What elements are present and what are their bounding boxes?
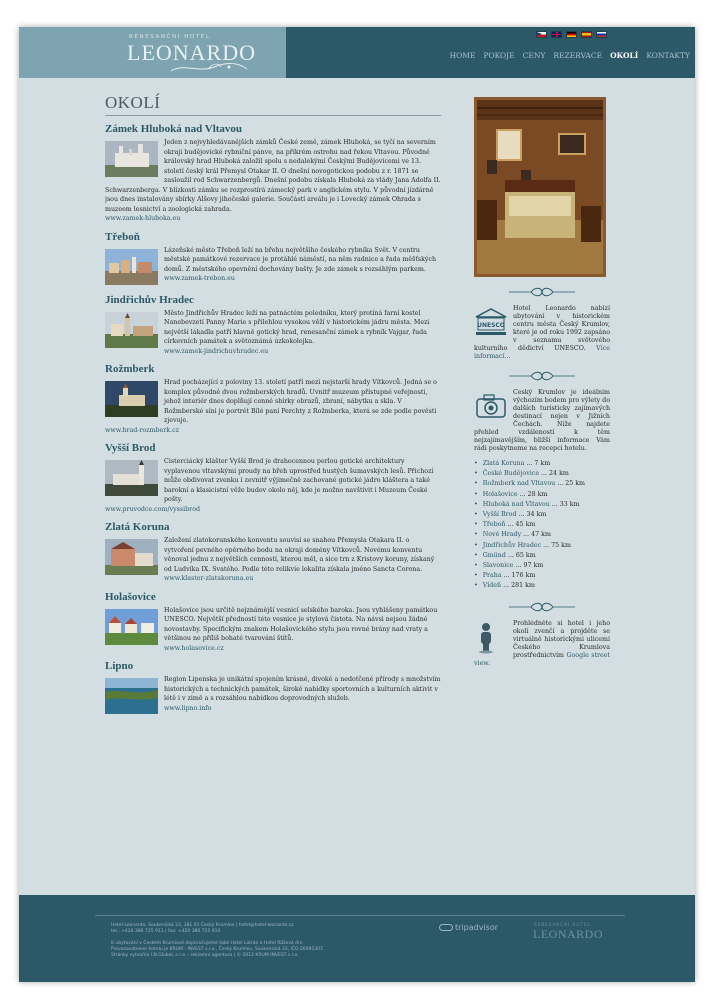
- section-title: Holašovice: [105, 590, 156, 603]
- distance-link[interactable]: Jindřichův Hradec: [482, 541, 542, 549]
- section-text: Region Lipenska je unikátní spojením krásné, divoké a nedotčené přírody s množstvím historických a technických památek, široké nabídky sportovních a kulturních aktivit v létě i v zimě a s rozsáhlou nabídkou doprovodných služeb.: [164, 676, 441, 702]
- camera-icon: [474, 391, 508, 423]
- castle-hill-photo: [105, 381, 158, 417]
- svg-text:UNESCO: UNESCO: [477, 322, 505, 329]
- hotel-room-photo: [474, 97, 606, 277]
- distance-list: [474, 459, 610, 592]
- lake-photo: [105, 678, 158, 714]
- list-item: [474, 520, 610, 530]
- main-content: [105, 93, 441, 723]
- distance-value: ... 33 km: [549, 500, 580, 508]
- unesco-icon: [474, 307, 508, 339]
- nav-home[interactable]: HOME: [449, 51, 476, 60]
- footer: [19, 895, 695, 982]
- distance-value: ... 75 km: [541, 541, 571, 549]
- distance-value: ... 34 km: [516, 511, 547, 519]
- section-jindrichuv-hradec: [105, 294, 441, 357]
- list-item: [474, 459, 610, 469]
- list-item: [474, 541, 610, 551]
- distance-value: ... 97 km: [513, 562, 544, 570]
- street-view-block: [474, 620, 610, 668]
- footer-logo-subtitle: RENESANČNÍ HOTEL: [534, 922, 591, 927]
- unesco-description: Hotel Leonardo nabízí ubytování v historickém centru města Český Krumlov, které je od roku 1992 zapsáno v seznamu světového kulturního dědictví UNESCO.: [474, 305, 610, 352]
- ornament-divider-icon: [507, 371, 577, 381]
- town-view-photo: [105, 312, 158, 348]
- german-flag[interactable]: [566, 31, 577, 38]
- distance-link[interactable]: Hluboká nad Vltavou: [482, 500, 550, 508]
- section-trebon: [105, 231, 441, 287]
- tripadvisor-link[interactable]: [439, 923, 498, 932]
- spanish-flag[interactable]: [581, 31, 592, 38]
- section-text: Založení zlatokorunského konventu souvisí se snahou Přemysla Otakara II. o vytvoření pevného opěrného bodu na okraji domény Vítkovců. Novému konventu věnoval jednu z největších cenností, kterou měl, a sice trn z Kristovy koruny, získaný od Ludvíka IX. Svatého. Podle této relikvie lokalita získala jméno Sancta Corona.: [164, 537, 435, 573]
- section-text: Lázeňské město Třeboň leží na břehu největšího českého rybníka Svět. V centru městské památkové rezervace je protáhlé náměstí, na něm radnice a řada měšťských domů. Z městského opevnění dochovány bašty. Je zde zámek s rozsáhlým parkem.: [164, 246, 437, 273]
- distance-value: ... 24 km: [539, 470, 569, 478]
- tripadvisor-label: tripadvisor: [455, 923, 499, 932]
- russian-flag[interactable]: [596, 31, 607, 38]
- nav-prices[interactable]: CENY: [522, 51, 546, 60]
- distance-value: ... 65 km: [505, 551, 536, 559]
- distance-link[interactable]: Nové Hrady: [482, 531, 522, 539]
- logo-title: LEONARDO: [127, 40, 256, 65]
- nav-surroundings[interactable]: OKOLÍ: [610, 51, 639, 60]
- distance-value: ... 176 km: [501, 572, 536, 580]
- distance-value: ... 47 km: [521, 531, 551, 539]
- logo[interactable]: [19, 27, 286, 78]
- hotel-room-image: [477, 100, 603, 274]
- footer-address: Hotel Leonardo, Soukenická 33, 381 01 Český Krumlov | hotel@hotel-leonardo.cz: [111, 923, 294, 928]
- ornament-divider-icon: [507, 602, 577, 612]
- distance-value: ... 25 km: [555, 480, 586, 488]
- english-flag[interactable]: [551, 31, 562, 38]
- trips-block: [474, 389, 610, 453]
- distance-value: ... 281 km: [501, 582, 535, 590]
- distance-link[interactable]: Rožmberk nad Vltavou: [482, 480, 556, 488]
- section-zlata-koruna: [105, 521, 441, 584]
- section-lipno: [105, 660, 441, 716]
- sidebar: [474, 97, 610, 668]
- street-view-description: Prohlédněte si hotel i jeho okolí zvenčí a projděte se virtuálně historickými ulicemi Českého Krumlova prostřednictvím: [513, 619, 610, 659]
- section-title: Třeboň: [105, 230, 140, 243]
- list-item: [474, 551, 610, 561]
- tripadvisor-owl-icon: [439, 924, 453, 931]
- list-item: [474, 479, 610, 489]
- logo-swirl-icon: [169, 61, 249, 75]
- section-holasovice: [105, 591, 441, 654]
- trips-text: Český Krumlov je ideálním výchozím bodem pro výlety do dalších turisticky zajímavých destinací nejen v Jižních Čechách. Níže najdete přehled vzdáleností k těm nejzajímavějším, bližší informace Vám rádi poskytneme na recepci hotelu.: [474, 389, 610, 452]
- distance-link[interactable]: Zlatá Koruna: [482, 460, 525, 467]
- list-item: [474, 500, 610, 510]
- distance-link[interactable]: Třeboň: [482, 521, 506, 529]
- unesco-more-link[interactable]: Více informací...: [474, 345, 610, 360]
- section-text: Město Jindřichův Hradec leží na patnáctém poledníku, který protíná farní kostel Nanebevzetí Panny Marie s přilehlou vysokou věží v historickém jádru města. Mezi největší lákadla patří hlavně gotický hrad, renesanční zámek a rybník Vajgar, řada církevních památek a světoznámá úzkokolejka.: [164, 309, 430, 345]
- section-link[interactable]: www.hrad-rozmberk.cz: [105, 426, 179, 434]
- distance-link[interactable]: Vídeň: [482, 582, 502, 590]
- street-view-pegman-icon: [474, 622, 508, 654]
- street-view-link[interactable]: Google street view.: [474, 651, 610, 667]
- section-hluboka: [105, 123, 441, 224]
- ornament-divider-icon: [507, 287, 577, 297]
- main-nav: [450, 51, 690, 60]
- village-photo: [105, 609, 158, 645]
- section-title: Zlatá Koruna: [105, 521, 170, 533]
- list-item: [474, 510, 610, 520]
- list-item: [474, 530, 610, 540]
- section-text: Holašovice jsou určitě nejznámější vesnicí selského baroka. Jsou vyhlášeny památkou UNESCO. Největší předností této vesnice je stylová čistota. Na návsi nejsou žádné novostavby. Specifickým znakem Holašovického stylu jsou rovné brány nad vraty a většinou ne příliš bohaté tvarování štítů.: [164, 606, 438, 642]
- section-title: Lipno: [105, 660, 134, 672]
- section-text: Jeden z nejvyhledávanějších zámků České země, zámek Hluboká, se tyčí na severním okraji budějovické rybniční pánve, na příkrém ostrohu nad řekou Vltavou. Původně královský hrad Hluboká založil spolu s nedalekými Českými Budějovicemi ve 13. století český král Přemysl Otakar II. O dnešní novogotickou podobu z r. 1871 se zasloužil rod Schwarzenbergů. Dnešní podobu získala Hluboká za vlády Jana Adolfa II. Schwarzenberga. V blízkosti zámku se rozprostírá zámecký park v anglickém stylu. V původní jízdárně jsou dnes instalovány sbírky Alšovy jihočeské galerie. Součástí areálu je i Lovecký zámek Ohrada s muzeem lesnictví a zoologická zahrada.: [105, 139, 441, 213]
- section-link[interactable]: www.pruvodce.com/vyssibrod: [105, 505, 201, 513]
- list-item: [474, 581, 610, 591]
- list-item: [474, 469, 610, 479]
- page: [19, 27, 695, 982]
- section-title: Jindřichův Hradec: [105, 293, 194, 306]
- section-link[interactable]: www.zamek-hluboka.eu: [105, 215, 181, 222]
- section-rozmberk: [105, 363, 441, 435]
- list-item: [474, 490, 610, 500]
- distance-link[interactable]: České Budějovice: [482, 470, 540, 478]
- distance-value: ... 7 km: [524, 460, 551, 467]
- section-text: Hrad pocházející z poloviny 13. století patří mezi nejstarší hrady Vítkovců. Jedná se o komplex původně dvou rožmberských hradů. Uvnitř muzeum přístupné veřejnosti, jehož interiér dnes doplňují cenné sbírky obrazů, zbraní, nábytku a skla. V Rožmberské síni je portrét Bílé paní Perchty z Rožmberka, která se zde podle pověsti zjevuje.: [164, 379, 437, 424]
- section-title: Vyšší Brod: [105, 442, 156, 454]
- town-photo: [105, 249, 158, 285]
- section-link[interactable]: www.klaster-zlatakoruna.eu: [164, 575, 254, 582]
- monastery-photo: [105, 460, 158, 496]
- distance-link[interactable]: Holašovice: [482, 490, 518, 498]
- footer-logo[interactable]: LEONARDO: [533, 927, 603, 941]
- section-link[interactable]: www.holasovice.cz: [164, 644, 224, 652]
- nav-contacts[interactable]: KONTAKTY: [646, 51, 690, 60]
- nav-rooms[interactable]: POKOJE: [483, 51, 515, 60]
- section-title: Rožmberk: [105, 363, 155, 375]
- distance-value: ... 45 km: [505, 521, 536, 529]
- distance-link[interactable]: Praha: [482, 572, 502, 580]
- page-title: OKOLÍ: [105, 93, 441, 116]
- section-link[interactable]: www.lipno.info: [164, 704, 212, 712]
- distance-value: ... 28 km: [517, 490, 548, 498]
- section-link[interactable]: www.zamek-trebon.eu: [164, 275, 235, 282]
- logo-subtitle: RENESANČNÍ HOTEL: [129, 34, 211, 40]
- section-vyssi-brod: [105, 442, 441, 514]
- list-item: [474, 561, 610, 571]
- nav-reservation[interactable]: REZERVACE: [553, 51, 603, 60]
- czech-flag[interactable]: [536, 31, 547, 38]
- header: [19, 27, 695, 78]
- section-link[interactable]: www.zamek-jindrichuvhradec.eu: [164, 347, 269, 355]
- footer-credits: Stránky vytvořila I.N.Global, s.r.o. - reklamní agentura | © 2012 KRUM-INVEST s.r.o.: [111, 953, 299, 958]
- distance-link[interactable]: Gmünd: [482, 551, 506, 559]
- unesco-block: [474, 305, 610, 361]
- footer-phone: tel.: +420 380 725 911 | fax: +420 380 725 910: [111, 929, 221, 934]
- list-item: [474, 571, 610, 581]
- footer-operator: Provozovatelem hotelu je KRUM - INVEST s.r.o., Český Krumlov, Soukenická 33, IČO 26095307.: [111, 947, 325, 952]
- footer-recommend: K ubytování v Českém Krumlově doporučujeme také Hotel Latrán a Hotel Růžová drn: [111, 941, 303, 946]
- section-text: Cisterciácký klášter Vyšší Brod je drahocennou perlou gotické architektury vyplavenou vltavskými proudy na břeh uprostřed hustých šumavských lesů. Přichozí může obdivovat zvenku i zevnitř výjimečně zachované gotické jádro kláštera a také barokní a klasicistní věže budov okolo něj, kde je možno navštívit i Muzeum České pošty.: [164, 458, 434, 503]
- footer-divider: [95, 915, 625, 916]
- language-switcher: [536, 31, 607, 38]
- castle-photo: [105, 141, 158, 177]
- monastery-building-photo: [105, 539, 158, 575]
- section-title: Zámek Hluboká nad Vltavou: [105, 123, 243, 135]
- distance-link[interactable]: Slavonice: [482, 562, 514, 570]
- distance-link[interactable]: Vyšší Brod: [482, 511, 517, 519]
